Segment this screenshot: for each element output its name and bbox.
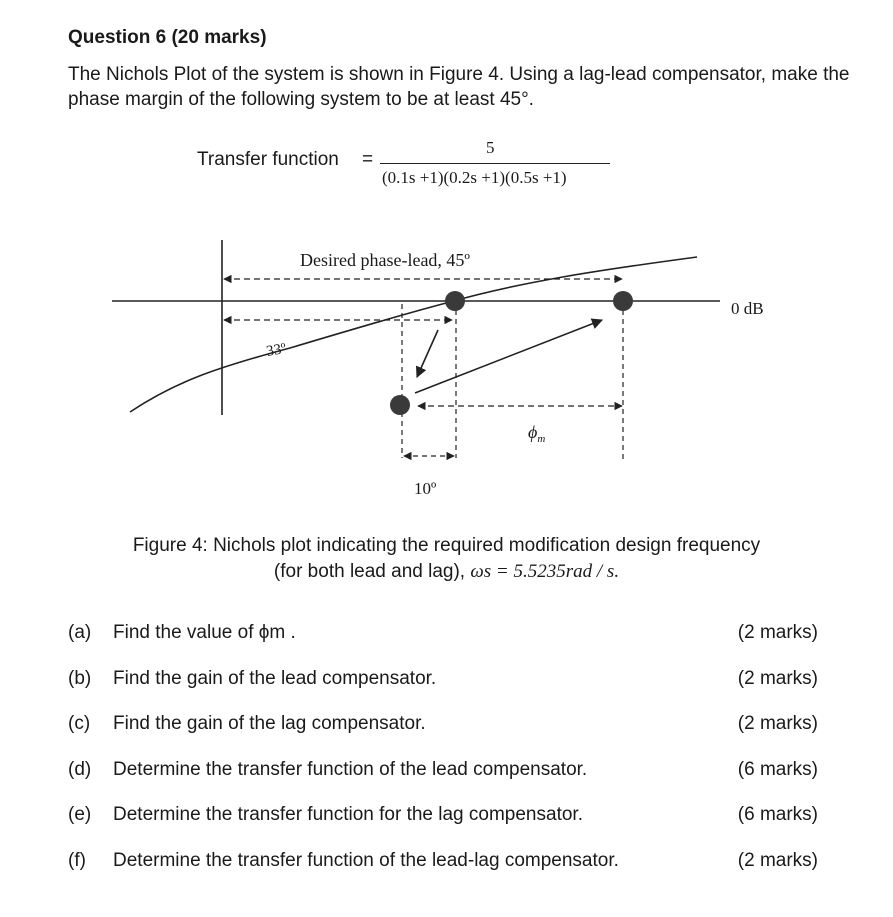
question-title: Question 6 (20 marks)	[68, 27, 267, 48]
task-label: (a)	[68, 622, 92, 643]
crossover-point	[445, 291, 465, 311]
caption-frequency: ωs = 5.5235rad / s.	[470, 561, 620, 582]
task-a	[68, 622, 818, 668]
label-10-deg: 10º	[414, 479, 437, 498]
transfer-function-numerator: 5	[486, 138, 495, 157]
task-list	[68, 622, 818, 895]
task-label: (d)	[68, 758, 92, 780]
task-text: Determine the transfer function for the lag compensator.	[113, 804, 583, 825]
label-desired-phase-lead: Desired phase-lead, 45º	[300, 250, 471, 270]
arrow-up-to-point	[415, 320, 602, 393]
task-marks: (2 marks)	[737, 849, 818, 871]
caption-prefix: (for both lead and lag),	[273, 561, 466, 582]
task-b	[68, 668, 818, 714]
label-phi-m: $\phi_m$	[528, 422, 546, 445]
task-d	[68, 759, 818, 805]
figure-caption-line2	[0, 561, 893, 583]
task-marks: (2 marks)	[737, 622, 818, 643]
transfer-function-denominator: (0.1s +1)(0.2s +1)(0.5s +1)	[382, 168, 567, 187]
task-text: Determine the transfer function of the lead compensator.	[113, 758, 588, 780]
task-text: Find the value of ϕm .	[113, 622, 296, 643]
task-marks: (2 marks)	[737, 713, 818, 734]
task-text: Determine the transfer function of the lead-lag compensator.	[113, 849, 619, 871]
label-33-deg: 33º	[265, 340, 288, 360]
fraction-bar	[380, 163, 610, 164]
design-point	[390, 395, 410, 415]
task-f	[68, 850, 818, 896]
task-e	[68, 804, 818, 850]
figure-caption-line1: Figure 4: Nichols plot indicating the required modification design frequency	[132, 535, 761, 556]
question-intro: The Nichols Plot of the system is shown in Figure 4. Using a lag-lead compensator, make the phase margin of the following system to be at least 45°.	[68, 64, 850, 110]
nichols-curve	[130, 257, 697, 412]
task-text: Find the gain of the lag compensator.	[113, 713, 426, 734]
transfer-function-equals: =	[362, 149, 374, 170]
label-0-db: 0 dB	[731, 299, 764, 318]
task-text: Find the gain of the lead compensator.	[113, 667, 437, 689]
arrow-down-to-point	[417, 330, 438, 377]
task-marks: (6 marks)	[737, 804, 818, 825]
task-label: (b)	[68, 667, 92, 689]
task-label: (c)	[68, 713, 91, 734]
task-marks: (2 marks)	[737, 667, 818, 689]
nichols-plot	[0, 230, 893, 510]
task-label: (e)	[68, 804, 92, 825]
task-label: (f)	[68, 849, 86, 871]
task-marks: (6 marks)	[737, 758, 818, 780]
transfer-function-label: Transfer function	[197, 149, 339, 170]
target-point	[613, 291, 633, 311]
task-c	[68, 713, 818, 759]
